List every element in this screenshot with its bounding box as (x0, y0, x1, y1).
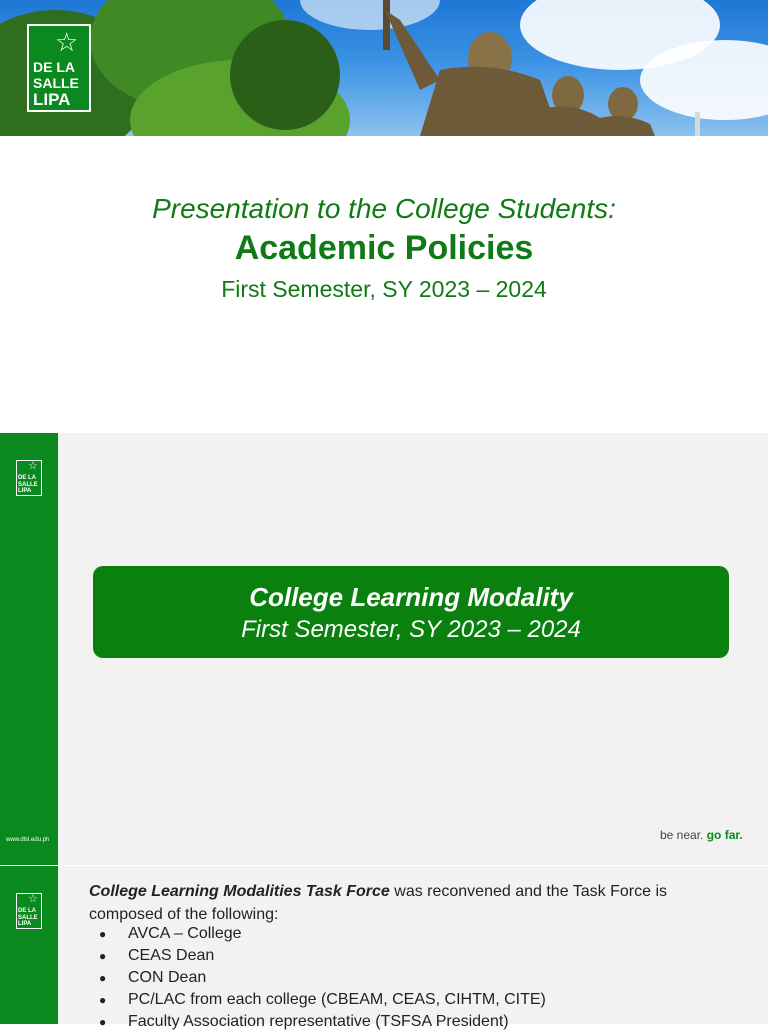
tagline (660, 828, 743, 842)
star-icon: ☆ (55, 27, 79, 57)
section-title: College Learning Modality (249, 582, 573, 612)
semester-label: First Semester, SY 2023 – 2024 (221, 276, 547, 302)
section-slide (0, 433, 768, 865)
content-slide (0, 866, 768, 1030)
presentation-title: Academic Policies (234, 229, 534, 267)
task-force-members-list (99, 923, 546, 1033)
bullet-icon: ● (99, 1015, 107, 1029)
logo-line: LIPA (18, 488, 32, 494)
bullet-icon: ● (99, 927, 107, 941)
logo-line: DE LA (18, 908, 36, 914)
list-item (99, 923, 546, 945)
green-sidebar (0, 433, 58, 865)
campus-banner-photo (0, 0, 768, 136)
website-url: www.dlsl.edu.ph (6, 837, 50, 843)
bullet-icon: ● (99, 993, 107, 1007)
list-item (99, 1011, 546, 1033)
section-title-box (93, 566, 729, 658)
task-force-intro (89, 880, 709, 926)
logo-line: DE LA (18, 475, 36, 481)
list-item (99, 967, 546, 989)
presentation-subtitle: Presentation to the College Students: (152, 193, 616, 224)
star-icon: ☆ (28, 893, 38, 905)
de-la-salle-lipa-logo (16, 893, 42, 929)
logo-line: SALLE (33, 75, 79, 91)
statue-image (0, 0, 768, 136)
list-item (99, 945, 546, 967)
list-item-text: CEAS Dean (128, 947, 215, 964)
list-item (99, 989, 546, 1011)
list-item-text: AVCA – College (128, 925, 242, 942)
logo-line: SALLE (18, 914, 38, 921)
tagline-be-near: be near. (660, 828, 704, 842)
list-item-text: PC/LAC from each college (CBEAM, CEAS, CIHTM, CITE) (128, 991, 546, 1008)
intro-text: was reconvened and the Task Force is composed of the following: (89, 883, 667, 923)
list-item-text: Faculty Association representative (TSFSA President) (128, 1013, 509, 1030)
de-la-salle-lipa-logo (27, 24, 91, 112)
bullet-icon: ● (99, 971, 107, 985)
logo-line: SALLE (18, 481, 38, 488)
green-sidebar (0, 866, 58, 1024)
title-slide (0, 0, 768, 433)
logo-line: LIPA (33, 90, 71, 109)
bullet-icon: ● (99, 949, 107, 963)
section-subtitle: First Semester, SY 2023 – 2024 (241, 616, 581, 643)
star-icon: ☆ (28, 460, 38, 472)
de-la-salle-lipa-logo (16, 460, 42, 496)
tagline-go-far: go far. (706, 828, 743, 842)
logo-line: DE LA (33, 59, 75, 75)
logo-line: LIPA (18, 921, 32, 927)
list-item-text: CON Dean (128, 969, 207, 986)
task-force-name: College Learning Modalities Task Force (89, 883, 390, 900)
